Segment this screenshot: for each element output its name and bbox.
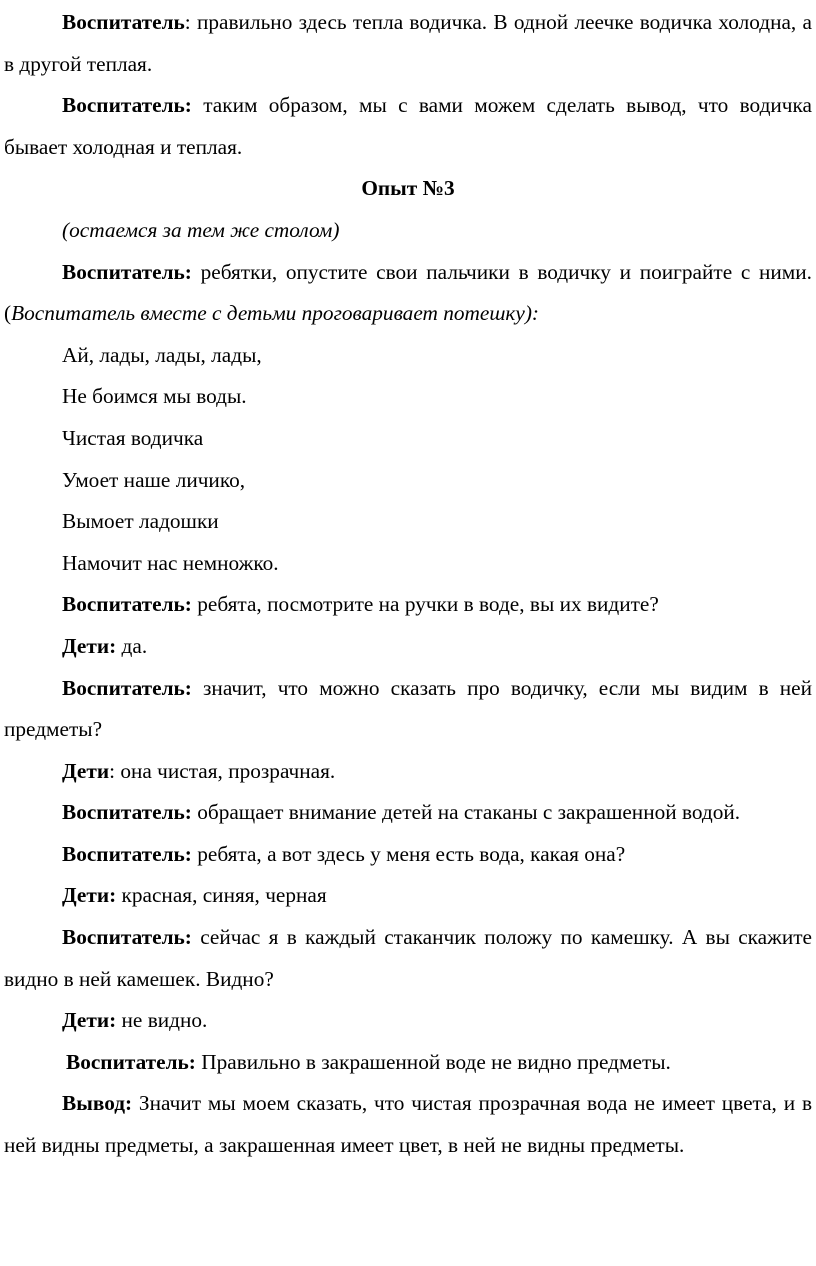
- speaker-label: Воспитатель:: [62, 800, 192, 825]
- speaker-label: Дети:: [62, 633, 117, 658]
- stage-direction: [4, 210, 812, 252]
- poem-line: Ай, лады, лады, лады,: [62, 342, 262, 367]
- stage-direction-text: (остаемся за тем же столом): [62, 217, 340, 242]
- paragraph: [4, 751, 812, 793]
- paragraph-text: ребята, посмотрите на ручки в воде, вы их видите?: [191, 592, 659, 617]
- paragraph: [4, 2, 812, 85]
- paragraph: [4, 1000, 812, 1042]
- paragraph: [4, 252, 812, 335]
- speaker-label: Воспитатель:: [62, 841, 192, 866]
- separator: :: [184, 10, 191, 34]
- paragraph-text: Значит мы моем сказать, что чистая прозрачная вода не имеет цвета, и в ней видны предметы, а закрашенная имеет цвет, в ней не видны предметы.: [4, 1091, 812, 1158]
- paragraph: [4, 584, 812, 626]
- paragraph: [4, 626, 812, 668]
- paragraph-text: сейчас я в каждый стаканчик положу по камешку. А вы скажите видно в ней камешек. Видно?: [4, 925, 812, 991]
- speaker-label: Воспитатель:: [62, 592, 192, 617]
- speaker-label: Воспитатель:: [62, 925, 192, 950]
- conclusion-label: Вывод:: [62, 1091, 133, 1116]
- poem-line: Вымоет ладошки: [62, 509, 219, 534]
- paragraph-text: не видно.: [116, 1008, 208, 1033]
- paragraph: [4, 1042, 812, 1084]
- speaker-label: Воспитатель: [62, 10, 185, 34]
- stage-direction-text: Воспитатель вместе с детьми проговаривает потешку):: [11, 301, 540, 326]
- conclusion-paragraph: [4, 1083, 812, 1166]
- paragraph: [4, 834, 812, 876]
- poem-line: Умоет наше личико,: [62, 467, 246, 492]
- paragraph: [4, 875, 812, 917]
- paragraph-text: правильно здесь тепла водичка. В одной леечке водичка холодна, а в другой теплая.: [4, 10, 812, 76]
- paragraph-text: она чистая, прозрачная.: [115, 758, 336, 783]
- paragraph: [4, 668, 812, 751]
- poem-line: Не боимся мы воды.: [62, 384, 247, 409]
- paragraph-text: да.: [116, 633, 148, 658]
- paragraph-text: значит, что можно сказать про водичку, если мы видим в ней предметы?: [4, 675, 812, 742]
- paragraph-text: обращает внимание детей на стаканы с закрашенной водой.: [191, 800, 741, 825]
- poem-line: Намочит нас немножко.: [62, 550, 279, 575]
- paragraph: [4, 917, 812, 1000]
- speaker-label: Воспитатель:: [62, 675, 192, 700]
- speaker-label: Дети:: [62, 883, 117, 908]
- paragraph-text: красная, синяя, черная: [116, 883, 327, 908]
- speaker-label: Дети:: [62, 1008, 117, 1033]
- section-heading: Опыт №3: [361, 176, 455, 201]
- paragraph-text: Правильно в закрашенной воде не видно предметы.: [195, 1049, 671, 1074]
- speaker-label: Воспитатель:: [62, 259, 192, 284]
- separator: :: [109, 758, 116, 783]
- paragraph-text: ребята, а вот здесь у меня есть вода, какая она?: [191, 841, 626, 866]
- poem-line: Чистая водичка: [62, 425, 204, 450]
- paragraph: [4, 85, 812, 168]
- paragraph-text: ребятки, опустите свои пальчики в водичку и поиграйте с ними. (: [4, 259, 812, 326]
- speaker-label: Воспитатель:: [66, 1049, 196, 1074]
- speaker-label: Воспитатель:: [62, 93, 192, 118]
- speaker-label: Дети: [62, 758, 110, 783]
- paragraph-text: таким образом, мы с вами можем сделать вывод, что водичка бывает холодная и теплая.: [4, 93, 812, 159]
- paragraph: [4, 792, 812, 834]
